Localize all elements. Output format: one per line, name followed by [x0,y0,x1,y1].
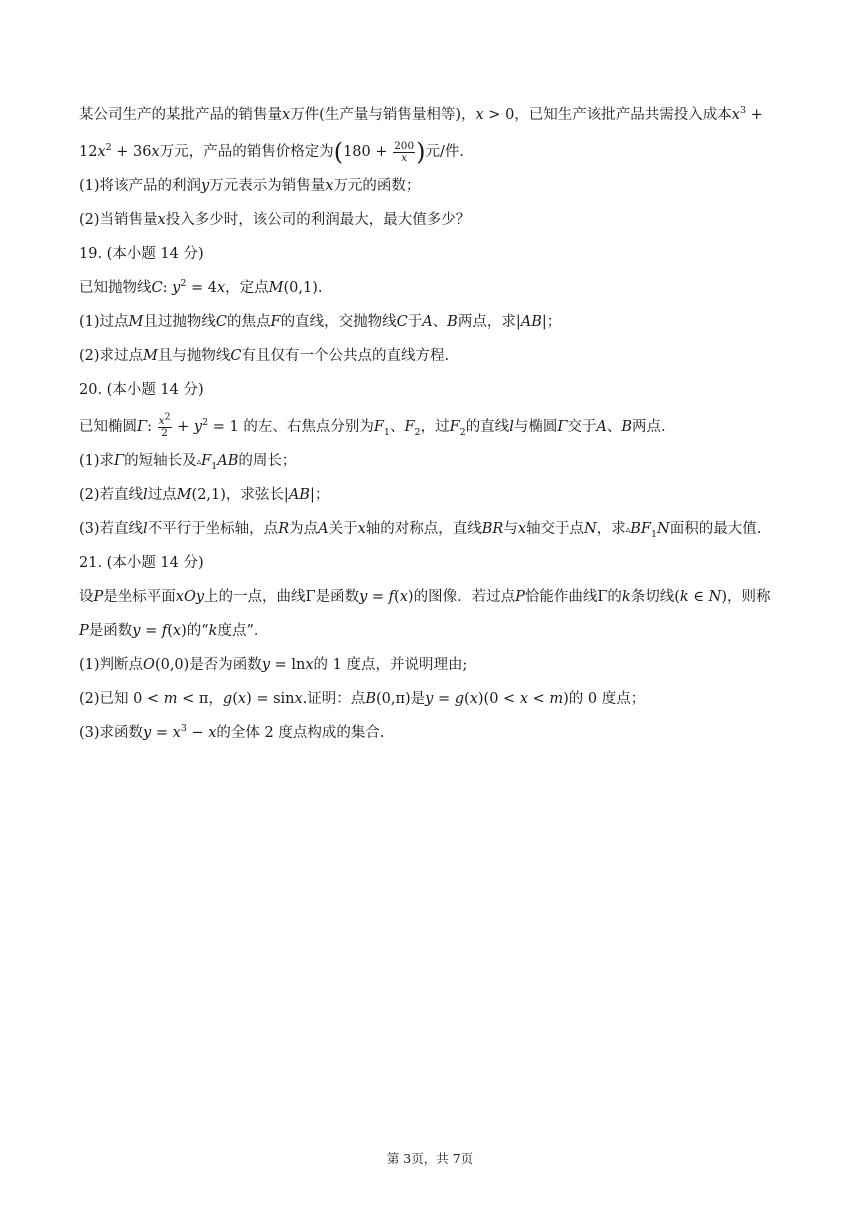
p20-question-3: (3)若直线l不平行于坐标轴，点R为点A关于x轴的对称点，直线BR与x轴交于点N，求$▵BF_1N$面积的最大值. [79,521,762,540]
text: (2)求过点 [79,348,144,364]
p20-statement: 已知椭圆Γ: $\frac{x^2}{2}$ + $y^2 = 1$ 的左、右焦点分别为$F_1$、$F_2$，过$F_2$的直线l与椭圆Γ交于A、B两点. [79,411,666,439]
text: 是函数 [88,623,133,639]
page-footer: 第 3页，共 7页 [386,1151,474,1166]
text: 度点”． [217,623,269,639]
p21-question-3: (3)求函数$y = x^3 - x$的全体 2 度点构成的集合. [79,723,385,741]
text: (3)求函数 [79,725,144,741]
text: (2)若直线 [79,487,144,503]
text: 的短轴长及 [124,453,197,469]
text: 万元表示为销售量 [209,178,326,194]
page-content [79,104,784,756]
fraction-x2-over-2: $\frac{x^2}{2}$ [158,411,171,439]
p21-statement-1: 设P是坐标平面xOy上的一点，曲线Γ是函数y = f(x)的图像．若过点P恰能作曲线Γ的k条切线(k ∈ N)，则称 [79,589,771,605]
text: 的直线 [465,419,510,435]
p18-question-2: (2)当销售量x投入多少时，该公司的利润最大，最大值多少？ [79,212,471,228]
text: 有且仅有一个公共点的直线方程. [241,348,450,364]
text: ，定点 [225,280,269,296]
text: 投入多少时，该公司的利润最大，最大值多少？ [165,212,471,228]
text: 的直线，交抛物线 [280,314,397,330]
text: 的 0 度点； [568,691,646,707]
text: 万元的函数； [333,178,421,194]
text: 与 [503,521,518,537]
text: 是否为函数 [189,657,262,673]
text: (1)求 [79,453,115,469]
text: 设 [79,589,94,605]
text: (1)过点 [79,314,129,330]
p19-statement: 已知抛物线C: $y^2 = 4x$，定点M(0,1). [79,278,323,296]
text: 是坐标平面 [103,589,176,605]
text: 不平行于坐标轴，点 [147,521,279,537]
text: 的 1 度点，并说明理由; [313,657,468,673]
text: 已知椭圆 [79,419,137,435]
text: ，求 [596,521,626,537]
text: 的焦点 [227,314,271,330]
text: 两点，求 [457,314,516,330]
p20-header: 20. (本小题 14 分) [79,382,204,398]
text: 轴交于点 [526,521,585,537]
text: 万件(生产量与销售量相等)， [290,107,476,123]
text: 的周长； [238,453,297,469]
text: ，过 [420,419,450,435]
text: 的“ [186,623,209,639]
p18-question-1: (1)将该产品的利润y万元表示为销售量x万元的函数； [79,178,421,194]
p21-question-1: (1)判断点O(0,0)是否为函数y = lnx的 1 度点，并说明理由; [79,657,468,673]
text: 上的一点，曲线Γ是函数 [204,589,360,605]
text: 且与抛物线 [157,348,231,364]
text: 的图像．若过点 [413,589,516,605]
text: (3)若直线 [79,521,144,537]
text: 恰能作曲线Γ的 [524,589,622,605]
text: (1)判断点 [79,657,144,673]
text: (2)当销售量 [79,212,158,228]
p19-header: 19. (本小题 14 分) [79,246,204,262]
text: 万元，产品的销售价格定为 [159,144,334,160]
p18-line-1: 某公司生产的某批产品的销售量x万件(生产量与销售量相等)，x > 0，已知生产该批产品共需投入成本$x^3$ + [79,105,763,123]
text: (1)将该产品的利润 [79,178,202,194]
p19-question-1: (1)过点M且过抛物线C的焦点F的直线，交抛物线C于A、B两点，求|AB|； [79,314,562,330]
text: 为点 [289,521,319,537]
text: < π， [182,691,223,707]
p20-question-1: (1)求Γ的短轴长及$▵F_1AB$的周长； [79,453,297,472]
text: ，求弦长 [225,487,284,503]
p20-question-2: (2)若直线l过点M(2,1)，求弦长|AB|； [79,487,330,503]
text: 元/件. [425,144,465,160]
text: ，已知生产该批产品共需投入成本 [514,107,732,123]
text: 于 [407,314,423,330]
text: ； [314,487,330,503]
text: 面积的最大值. [669,521,762,537]
text: 、 [432,314,448,330]
text: .证明：点 [302,691,366,707]
text: 已知抛物线 [79,280,152,296]
p18-line-2: $12x^2 + 36x$万元，产品的销售价格定为(180 + $\frac{200}{x}$ )元/件. [79,138,465,166]
text: 且过抛物线 [143,314,216,330]
p21-statement-2: P是函数y = f(x)的“k度点”． [79,623,269,639]
p21-header: 21. (本小题 14 分) [79,555,204,571]
text: 某公司生产的某批产品的销售量 [79,107,282,123]
text: 条切线( [630,589,680,605]
text: )，则称 [721,589,771,605]
text: 轴的对称点，直线 [365,521,482,537]
text: ； [546,314,562,330]
text: 交于 [567,419,597,435]
fraction-200-over-x: $\frac{200}{x}$ [394,139,415,164]
p21-question-2: (2)已知 0 < m < π，g(x) = sinx.证明：点B(0,π)是y = g(x)(0 < x < m)的 0 度点； [79,691,646,707]
text: (2)已知 0 < [79,691,160,707]
text: 是 [410,691,426,707]
text: 的左、右焦点分别为 [243,419,374,435]
text: 与椭圆 [513,419,558,435]
p19-question-2: (2)求过点M且与抛物线C有且仅有一个公共点的直线方程. [79,348,450,364]
text: 的全体 2 度点构成的集合. [216,725,385,741]
text: 过点 [147,487,177,503]
text: 两点. [632,419,666,435]
text: 关于 [328,521,358,537]
